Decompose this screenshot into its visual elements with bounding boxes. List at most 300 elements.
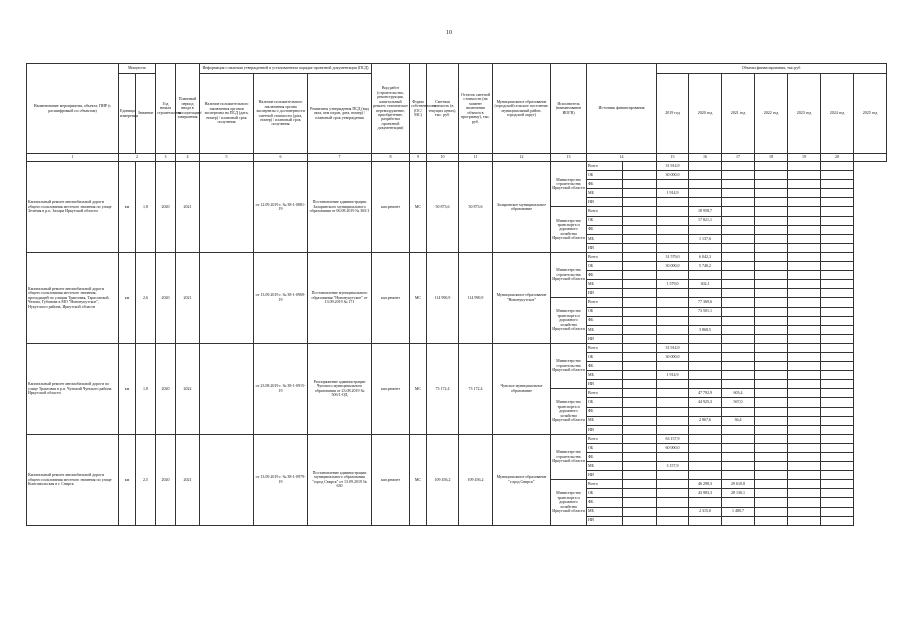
funding-value: 5 740,2 [689, 262, 722, 271]
funding-value [755, 189, 788, 198]
start-year-cell: 2020 [156, 252, 176, 343]
funding-value [788, 280, 821, 289]
funding-value [657, 389, 689, 398]
unit-cell: км [119, 162, 136, 253]
funding-value [722, 307, 755, 316]
funding-value [623, 507, 657, 516]
funding-value: 18 958,7 [689, 207, 722, 216]
funding-value [623, 262, 657, 271]
funding-value [657, 453, 689, 462]
funding-value: 28 130,1 [722, 489, 755, 498]
funding-value [821, 198, 854, 207]
funding-value: 1 914,9 [657, 189, 689, 198]
funding-value [755, 289, 788, 298]
remaining-cell: 50 873,6 [459, 162, 493, 253]
funding-value [788, 352, 821, 361]
funding-value [821, 189, 854, 198]
ownership-cell: МС [410, 162, 427, 253]
col-number: 2 [119, 154, 156, 162]
header-info-group: Информация о наличии утвержденной в установленном порядке проектной документации (ПСД) [200, 64, 372, 74]
executor-cell: Министерство строительства Иркутской области [551, 343, 587, 388]
funding-value [722, 334, 755, 343]
header-source: Источник финансирования [587, 64, 657, 154]
funding-value [722, 216, 755, 225]
funding-value [755, 516, 788, 525]
funding-value [821, 352, 854, 361]
funding-value [821, 416, 854, 425]
funding-value [821, 298, 854, 307]
funding-value [722, 407, 755, 416]
source-label: Всего [587, 162, 623, 171]
funding-value [755, 198, 788, 207]
funding-value [722, 262, 755, 271]
col-number: 13 [551, 154, 587, 162]
cost-expertise-cell: от 13.09.2019 г. № 38-1-0979-19 [254, 434, 308, 525]
funding-value [623, 343, 657, 352]
header-capacity: Мощность [119, 64, 156, 74]
source-label: ОБ [587, 443, 623, 452]
funding-value [657, 471, 689, 480]
funding-value [821, 398, 854, 407]
funding-value [623, 389, 657, 398]
col-number: 11 [459, 154, 493, 162]
funding-value [755, 380, 788, 389]
funding-value [788, 498, 821, 507]
page-number: 10 [446, 30, 452, 36]
funding-value: 63 157,9 [657, 434, 689, 443]
funding-value: 30 000,0 [657, 171, 689, 180]
psd-approval-cell: Постановление администрации муниципального образования "город Свирск" от 13.09.2019 № 630 [308, 434, 372, 525]
plan-year-cell: 2022 [176, 343, 200, 434]
municipality-cell: Чунское муниципальное образование [493, 343, 551, 434]
plan-year-cell: 2021 [176, 434, 200, 525]
funding-value [821, 380, 854, 389]
expertise-cell [200, 434, 254, 525]
funding-value [821, 362, 854, 371]
funding-value [623, 162, 657, 171]
funding-value [657, 334, 689, 343]
funding-value [657, 271, 689, 280]
funding-value [689, 434, 722, 443]
col-number: 9 [410, 154, 427, 162]
header-year: 2022 год [755, 74, 788, 154]
funding-value [623, 316, 657, 325]
funding-value [755, 389, 788, 398]
municipality-cell: Заларинское муниципальное образование [493, 162, 551, 253]
funding-value [623, 216, 657, 225]
funding-value: 77 369,6 [689, 298, 722, 307]
funding-value [689, 162, 722, 171]
funding-value [722, 171, 755, 180]
estimate-cell: 109 456,2 [427, 434, 459, 525]
funding-value [657, 407, 689, 416]
funding-value [689, 225, 722, 234]
funding-value [788, 262, 821, 271]
table-row [27, 343, 887, 352]
funding-value [657, 316, 689, 325]
table-row [27, 252, 887, 261]
header-executor: Исполнитель (наименование ИОГВ) [551, 64, 587, 154]
funding-value: 47 792,9 [689, 389, 722, 398]
funding-value [788, 325, 821, 334]
remaining-cell: 73 172,4 [459, 343, 493, 434]
funding-value [623, 334, 657, 343]
funding-value [755, 462, 788, 471]
funding-value [755, 271, 788, 280]
funding-value: 60 000,0 [657, 443, 689, 452]
funding-value: 31 914,9 [657, 162, 689, 171]
header-ownership: Форма собственности (ОС/МС) [410, 64, 427, 154]
col-number: 12 [493, 154, 551, 162]
funding-value [755, 316, 788, 325]
funding-value [755, 352, 788, 361]
funding-value [821, 180, 854, 189]
header-year: 2020 год [689, 74, 722, 154]
funding-value [821, 171, 854, 180]
funding-value [821, 453, 854, 462]
executor-cell: Министерство транспорта и дорожного хозяйства Иркутской области [551, 298, 587, 343]
source-label: ОБ [587, 489, 623, 498]
psd-approval-cell: Распоряжение администрации Чунского муниципального образования от 23.08.2019 № 50б/1-ОД [308, 343, 372, 434]
source-label: МБ [587, 325, 623, 334]
funding-value [821, 471, 854, 480]
source-label: ИИ [587, 425, 623, 434]
funding-value [821, 216, 854, 225]
funding-value [755, 234, 788, 243]
col-number: 3 [156, 154, 176, 162]
expertise-cell [200, 162, 254, 253]
funding-value [788, 471, 821, 480]
funding-value [755, 362, 788, 371]
funding-value [689, 343, 722, 352]
source-label: ОБ [587, 171, 623, 180]
funding-value [755, 280, 788, 289]
funding-value [788, 207, 821, 216]
funding-value: 2 315,0 [689, 507, 722, 516]
funding-value [623, 180, 657, 189]
start-year-cell: 2020 [156, 162, 176, 253]
funding-value [657, 380, 689, 389]
header-remaining: Остаток сметной стоимости (на момент включения объекта в программу), тыс. руб. [459, 64, 493, 154]
estimate-cell: 50 873,6 [427, 162, 459, 253]
funding-value [821, 425, 854, 434]
funding-value [788, 462, 821, 471]
funding-value [755, 425, 788, 434]
funding-value [689, 198, 722, 207]
table-row [27, 434, 887, 443]
executor-cell: Министерство строительства Иркутской области [551, 434, 587, 479]
ownership-cell: МС [410, 252, 427, 343]
funding-value [722, 380, 755, 389]
source-label: ОБ [587, 307, 623, 316]
funding-value: 36,4 [722, 416, 755, 425]
source-label: Всего [587, 343, 623, 352]
funding-value [755, 216, 788, 225]
object-name: Капитальный ремонт автомобильной дороги по улице Трактовая в р.п. Чунский Чунского района Иркутской области [27, 343, 119, 434]
funding-value [722, 289, 755, 298]
funding-value: 6 042,3 [689, 252, 722, 261]
funding-value [722, 462, 755, 471]
source-label: ИИ [587, 471, 623, 480]
funding-value [788, 407, 821, 416]
funding-value [657, 498, 689, 507]
funding-value [623, 398, 657, 407]
funding-value [722, 498, 755, 507]
funding-value [821, 262, 854, 271]
plan-year-cell: 2021 [176, 162, 200, 253]
funding-value [722, 362, 755, 371]
funding-value [623, 443, 657, 452]
ownership-cell: МС [410, 343, 427, 434]
funding-value [821, 507, 854, 516]
funding-value [657, 216, 689, 225]
header-year: 2019 год [657, 74, 689, 154]
funding-value [821, 434, 854, 443]
source-label: МБ [587, 234, 623, 243]
funding-value [623, 198, 657, 207]
funding-value: 29 610,8 [722, 480, 755, 489]
cost-expertise-cell: от 13.09.2019 г. № 38-1-0969-19 [254, 252, 308, 343]
funding-value [755, 262, 788, 271]
funding-value [722, 352, 755, 361]
funding-value [623, 189, 657, 198]
funding-value [623, 462, 657, 471]
funding-value [689, 316, 722, 325]
funding-value: 2 867,6 [689, 416, 722, 425]
funding-value: 603,4 [722, 389, 755, 398]
funding-value [821, 498, 854, 507]
funding-value [821, 271, 854, 280]
funding-value [623, 225, 657, 234]
funding-value [821, 343, 854, 352]
funding-value [623, 271, 657, 280]
funding-value [788, 380, 821, 389]
header-funding: Объемы финансирования, тыс.руб. [657, 64, 887, 74]
funding-value [623, 298, 657, 307]
source-label: Всего [587, 207, 623, 216]
executor-cell: Министерство транспорта и дорожного хозяйства Иркутской области [551, 207, 587, 252]
funding-value [722, 271, 755, 280]
funding-value [755, 252, 788, 261]
table-row [27, 162, 887, 171]
funding-value: 73 501,1 [689, 307, 722, 316]
funding-value [689, 334, 722, 343]
value-cell: 1,8 [136, 343, 156, 434]
source-label: ФБ [587, 453, 623, 462]
investment-table [26, 63, 887, 526]
funding-value [689, 243, 722, 252]
funding-value: 302,1 [689, 280, 722, 289]
funding-value [623, 471, 657, 480]
funding-value [623, 380, 657, 389]
funding-value [788, 453, 821, 462]
funding-value: 1 579,0 [657, 280, 689, 289]
header-year: 2024 год [821, 74, 854, 154]
funding-value [722, 180, 755, 189]
funding-value [623, 425, 657, 434]
funding-value [722, 207, 755, 216]
source-label: Всего [587, 389, 623, 398]
funding-value [657, 198, 689, 207]
funding-value [657, 480, 689, 489]
funding-value [755, 225, 788, 234]
col-number: 1 [27, 154, 119, 162]
header-value: Значение [136, 74, 156, 154]
funding-value [821, 252, 854, 261]
funding-value [755, 416, 788, 425]
funding-value [689, 516, 722, 525]
psd-approval-cell: Постановление муниципального образования "Новонукутское" от 13.09.2019 № 171 [308, 252, 372, 343]
expertise-cell [200, 343, 254, 434]
estimate-cell: 73 172,4 [427, 343, 459, 434]
funding-value [623, 307, 657, 316]
funding-value [689, 471, 722, 480]
funding-value [821, 280, 854, 289]
funding-value [755, 334, 788, 343]
funding-value [722, 162, 755, 171]
estimate-cell: 114 990,9 [427, 252, 459, 343]
header-year: 2023 год [788, 74, 821, 154]
remaining-cell: 109 456,2 [459, 434, 493, 525]
col-number: 18 [755, 154, 788, 162]
source-label: ФБ [587, 271, 623, 280]
start-year-cell: 2020 [156, 343, 176, 434]
source-label: ФБ [587, 498, 623, 507]
funding-value [623, 289, 657, 298]
funding-value [788, 334, 821, 343]
funding-value [657, 298, 689, 307]
col-number: 8 [372, 154, 410, 162]
funding-value [755, 171, 788, 180]
funding-value [788, 162, 821, 171]
source-label: Всего [587, 298, 623, 307]
funding-value [755, 343, 788, 352]
funding-value: 1 914,9 [657, 371, 689, 380]
funding-value [821, 162, 854, 171]
funding-value [788, 480, 821, 489]
col-number: 16 [689, 154, 722, 162]
funding-value [689, 371, 722, 380]
funding-value: 30 000,0 [657, 352, 689, 361]
source-label: ОБ [587, 262, 623, 271]
funding-value [821, 325, 854, 334]
source-label: ОБ [587, 216, 623, 225]
header-start-year: Год начала строительства [156, 64, 176, 154]
funding-value [821, 462, 854, 471]
funding-value [657, 516, 689, 525]
source-label: МБ [587, 280, 623, 289]
executor-cell: Министерство строительства Иркутской области [551, 252, 587, 297]
funding-value [657, 225, 689, 234]
header-name: Наименование мероприятия, объекта, ПИР (с расшифровкой по объектам) [27, 64, 119, 154]
funding-value [788, 425, 821, 434]
object-name: Капитальный ремонт автомобильной дороги общего пользования местного значения по улице Зеленая в р.п. Залари Иркутской области [27, 162, 119, 253]
cost-expertise-cell: от 23.08.2019 г. № 38-1-0915-19 [254, 343, 308, 434]
start-year-cell: 2020 [156, 434, 176, 525]
col-number: 14 [587, 154, 657, 162]
funding-value [689, 407, 722, 416]
header-work-type: Вид работ (строительство, реконструкция, капитальный ремонт, техническое перевооружение, приобретение, разработка проектной документации) [372, 64, 410, 154]
source-label: ФБ [587, 362, 623, 371]
funding-value [755, 407, 788, 416]
source-label: Всего [587, 434, 623, 443]
funding-value [657, 307, 689, 316]
funding-value [788, 316, 821, 325]
header-municipality: Муниципальное образование (городской/сельское поселение, муниципальный район, городской округ) [493, 64, 551, 154]
funding-value [722, 434, 755, 443]
funding-value [623, 207, 657, 216]
funding-value [689, 289, 722, 298]
header-cost-expertise: Наличие положительного заключения органа экспертизы о достоверности сметной стоимости (дата, номер) / плановый срок получения [254, 74, 308, 154]
funding-value [623, 252, 657, 261]
funding-value [623, 416, 657, 425]
psd-approval-cell: Постановление администрации Заларинского муниципального образования от 06.08.2019 № 365/1 [308, 162, 372, 253]
funding-value [755, 371, 788, 380]
funding-value [788, 389, 821, 398]
funding-value [821, 316, 854, 325]
funding-value: 46 298,3 [689, 480, 722, 489]
funding-value: 3 157,9 [657, 462, 689, 471]
funding-value [788, 252, 821, 261]
funding-value [788, 443, 821, 452]
unit-cell: км [119, 343, 136, 434]
funding-value [788, 271, 821, 280]
funding-value [788, 343, 821, 352]
funding-value [755, 180, 788, 189]
funding-value [623, 434, 657, 443]
funding-value [788, 398, 821, 407]
col-number: 10 [427, 154, 459, 162]
source-label: ИИ [587, 334, 623, 343]
value-cell: 1,8 [136, 162, 156, 253]
funding-value [657, 489, 689, 498]
funding-value [623, 234, 657, 243]
funding-value: 17 821,1 [689, 216, 722, 225]
expertise-cell [200, 252, 254, 343]
remaining-cell: 114 990,9 [459, 252, 493, 343]
funding-value: 3 868,5 [689, 325, 722, 334]
funding-value: 44 925,3 [689, 398, 722, 407]
funding-value [821, 480, 854, 489]
funding-value [722, 371, 755, 380]
funding-value [821, 489, 854, 498]
funding-value [755, 498, 788, 507]
funding-value [821, 516, 854, 525]
funding-value [821, 234, 854, 243]
funding-value: 1 137,6 [689, 234, 722, 243]
funding-value: 30 000,0 [657, 262, 689, 271]
funding-value [788, 198, 821, 207]
source-label: ОБ [587, 352, 623, 361]
work-type-cell: кап.ремонт [372, 343, 410, 434]
municipality-cell: Муниципальное образование "Новонукутское" [493, 252, 551, 343]
funding-value [722, 343, 755, 352]
funding-value [623, 498, 657, 507]
funding-value: 31 579,0 [657, 252, 689, 261]
funding-value [788, 289, 821, 298]
source-label: ИИ [587, 380, 623, 389]
source-label: ФБ [587, 407, 623, 416]
funding-value [788, 489, 821, 498]
source-label: ИИ [587, 516, 623, 525]
funding-value [821, 289, 854, 298]
funding-value [657, 243, 689, 252]
funding-value [722, 453, 755, 462]
header-estimate: Сметная стоимость (в текущих ценах), тыс. руб. [427, 64, 459, 154]
funding-value [623, 352, 657, 361]
funding-value [755, 325, 788, 334]
funding-value [657, 207, 689, 216]
